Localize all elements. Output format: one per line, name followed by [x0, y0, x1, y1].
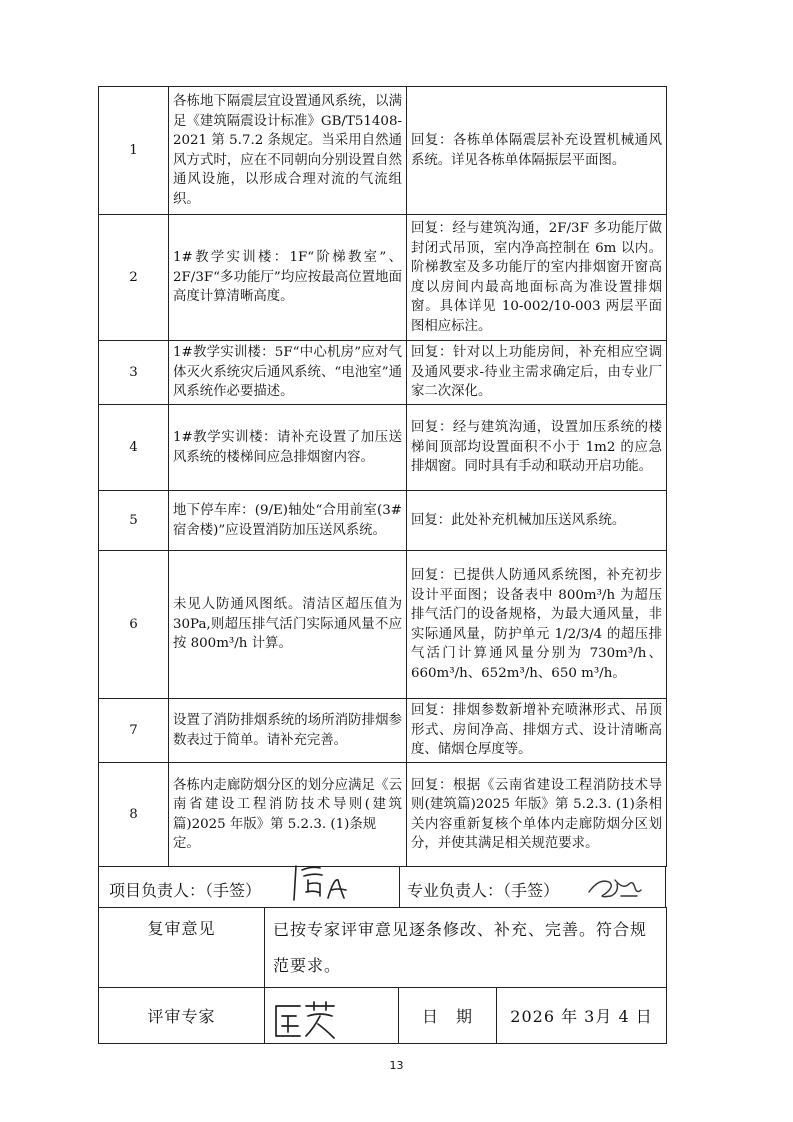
- table-row: [99, 87, 667, 215]
- table-row: [99, 908, 667, 988]
- date-label: 日 期: [399, 988, 497, 1044]
- issue-text: 1#教学实训楼：请补充设置了加压送风系统的楼梯间应急排烟窗内容。: [169, 405, 407, 491]
- column-divider: [399, 867, 400, 907]
- row-number: 3: [99, 341, 169, 405]
- reply-text: 回复：排烟参数新增补充喷淋形式、吊顶形式、房间净高、排烟方式、设计清晰高度、储烟仓厚度等。: [407, 699, 667, 763]
- row-number: 6: [99, 551, 169, 699]
- re-review-table: [98, 907, 667, 1044]
- discipline-lead-signature: [585, 870, 645, 904]
- table-row: [99, 215, 667, 341]
- issue-text: 设置了消防排烟系统的场所消防排烟参数表过于简单。请补充完善。: [169, 699, 407, 763]
- issue-text: 各栋地下隔震层宜设置通风系统，以满足《建筑隔震设计标准》GB/T51408-2021 第 5.7.2 条规定。当采用自然通 风方式时，应在不同朝向分别设置自然通风设施，以形成合理对流的气流组织。: [169, 87, 407, 215]
- row-number: 4: [99, 405, 169, 491]
- project-lead-signature: [290, 862, 350, 904]
- issue-text: 各栋内走廊防烟分区的划分应满足《云南省建设工程消防技术导则(建筑篇)2025 年版》第 5.2.3. (1)条规 定。: [169, 763, 407, 867]
- row-number: 5: [99, 491, 169, 551]
- issue-text: 未见人防通风图纸。清洁区超压值为 30Pa,则超压排气活门实际通风量不应按 800m³/h 计算。: [169, 551, 407, 699]
- table-row: [99, 763, 667, 867]
- reply-text: 回复：经与建筑沟通，设置加压系统的楼梯间顶部均设置面积不小于 1m2 的应急排烟窗。同时具有手动和联动开启功能。: [407, 405, 667, 491]
- reply-text: 回复：根据《云南省建设工程消防技术导则(建筑篇)2025 年版》第 5.2.3. (1)条相关内容重新复核个单体内走廊防烟分区划分，并使其满足相关规范要求。: [407, 763, 667, 867]
- expert-label: 评审专家: [99, 988, 265, 1044]
- table-row: [99, 551, 667, 699]
- page-number: 13: [389, 1059, 404, 1072]
- table-row: [99, 491, 667, 551]
- issue-text: 1#教学实训楼：1F“阶梯教室”、2F/3F“多功能厅”均应按最高位置地面高度计算清晰高度。: [169, 215, 407, 341]
- row-number: 8: [99, 763, 169, 867]
- reply-text: 回复：此处补充机械加压送风系统。: [407, 491, 667, 551]
- row-number: 7: [99, 699, 169, 763]
- signature-row: [98, 866, 666, 908]
- reply-text: 回复：经与建筑沟通，2F/3F 多功能厅做封闭式吊顶，室内净高控制在 6m 以内。阶梯教室及多功能厅的室内排烟窗开窗高度以房间内最高地面标高为准设置排烟窗。具体详见 10-002/10-003 两层平面图相应标注。: [407, 215, 667, 341]
- expert-signature: [270, 998, 340, 1042]
- opinion-label: 复审意见: [99, 908, 265, 988]
- project-lead-label: 项目负责人：（手签）: [109, 881, 262, 900]
- table-row: [99, 405, 667, 491]
- row-number: 2: [99, 215, 169, 341]
- opinion-text: 已按专家评审意见逐条修改、补充、完善。符合规范要求。: [265, 908, 667, 988]
- issue-text: 1#教学实训楼：5F“中心机房”应对气体灭火系统灾后通风系统、“电池室”通风系统作必要描述。: [169, 341, 407, 405]
- reply-text: 回复：针对以上功能房间，补充相应空调及通风要求-待业主需求确定后，由专业厂家二次深化。: [407, 341, 667, 405]
- date-value: 2026 年 3月 4 日: [497, 988, 667, 1044]
- reply-text: 回复：已提供人防通风系统图，补充初步设计平面图；设备表中 800m³/h 为超压排气活门的设备规格，为最大通风量，非实际通风量，防护单元 1/2/3/4 的超压排气活门计算通风量分别为 730m³/h、660m³/h、652m³/h、650 m³/h。: [407, 551, 667, 699]
- table-row: [99, 341, 667, 405]
- discipline-lead-label: 专业负责人：（手签）: [407, 881, 560, 900]
- table-row: [99, 699, 667, 763]
- table-row: [99, 988, 667, 1044]
- review-response-table: [98, 86, 667, 867]
- issue-text: 地下停车库：(9/E)轴处“合用前室(3#宿舍楼)”应设置消防加压送风系统。: [169, 491, 407, 551]
- row-number: 1: [99, 87, 169, 215]
- reply-text: 回复：各栋单体隔震层补充设置机械通风系统。详见各栋单体隔振层平面图。: [407, 87, 667, 215]
